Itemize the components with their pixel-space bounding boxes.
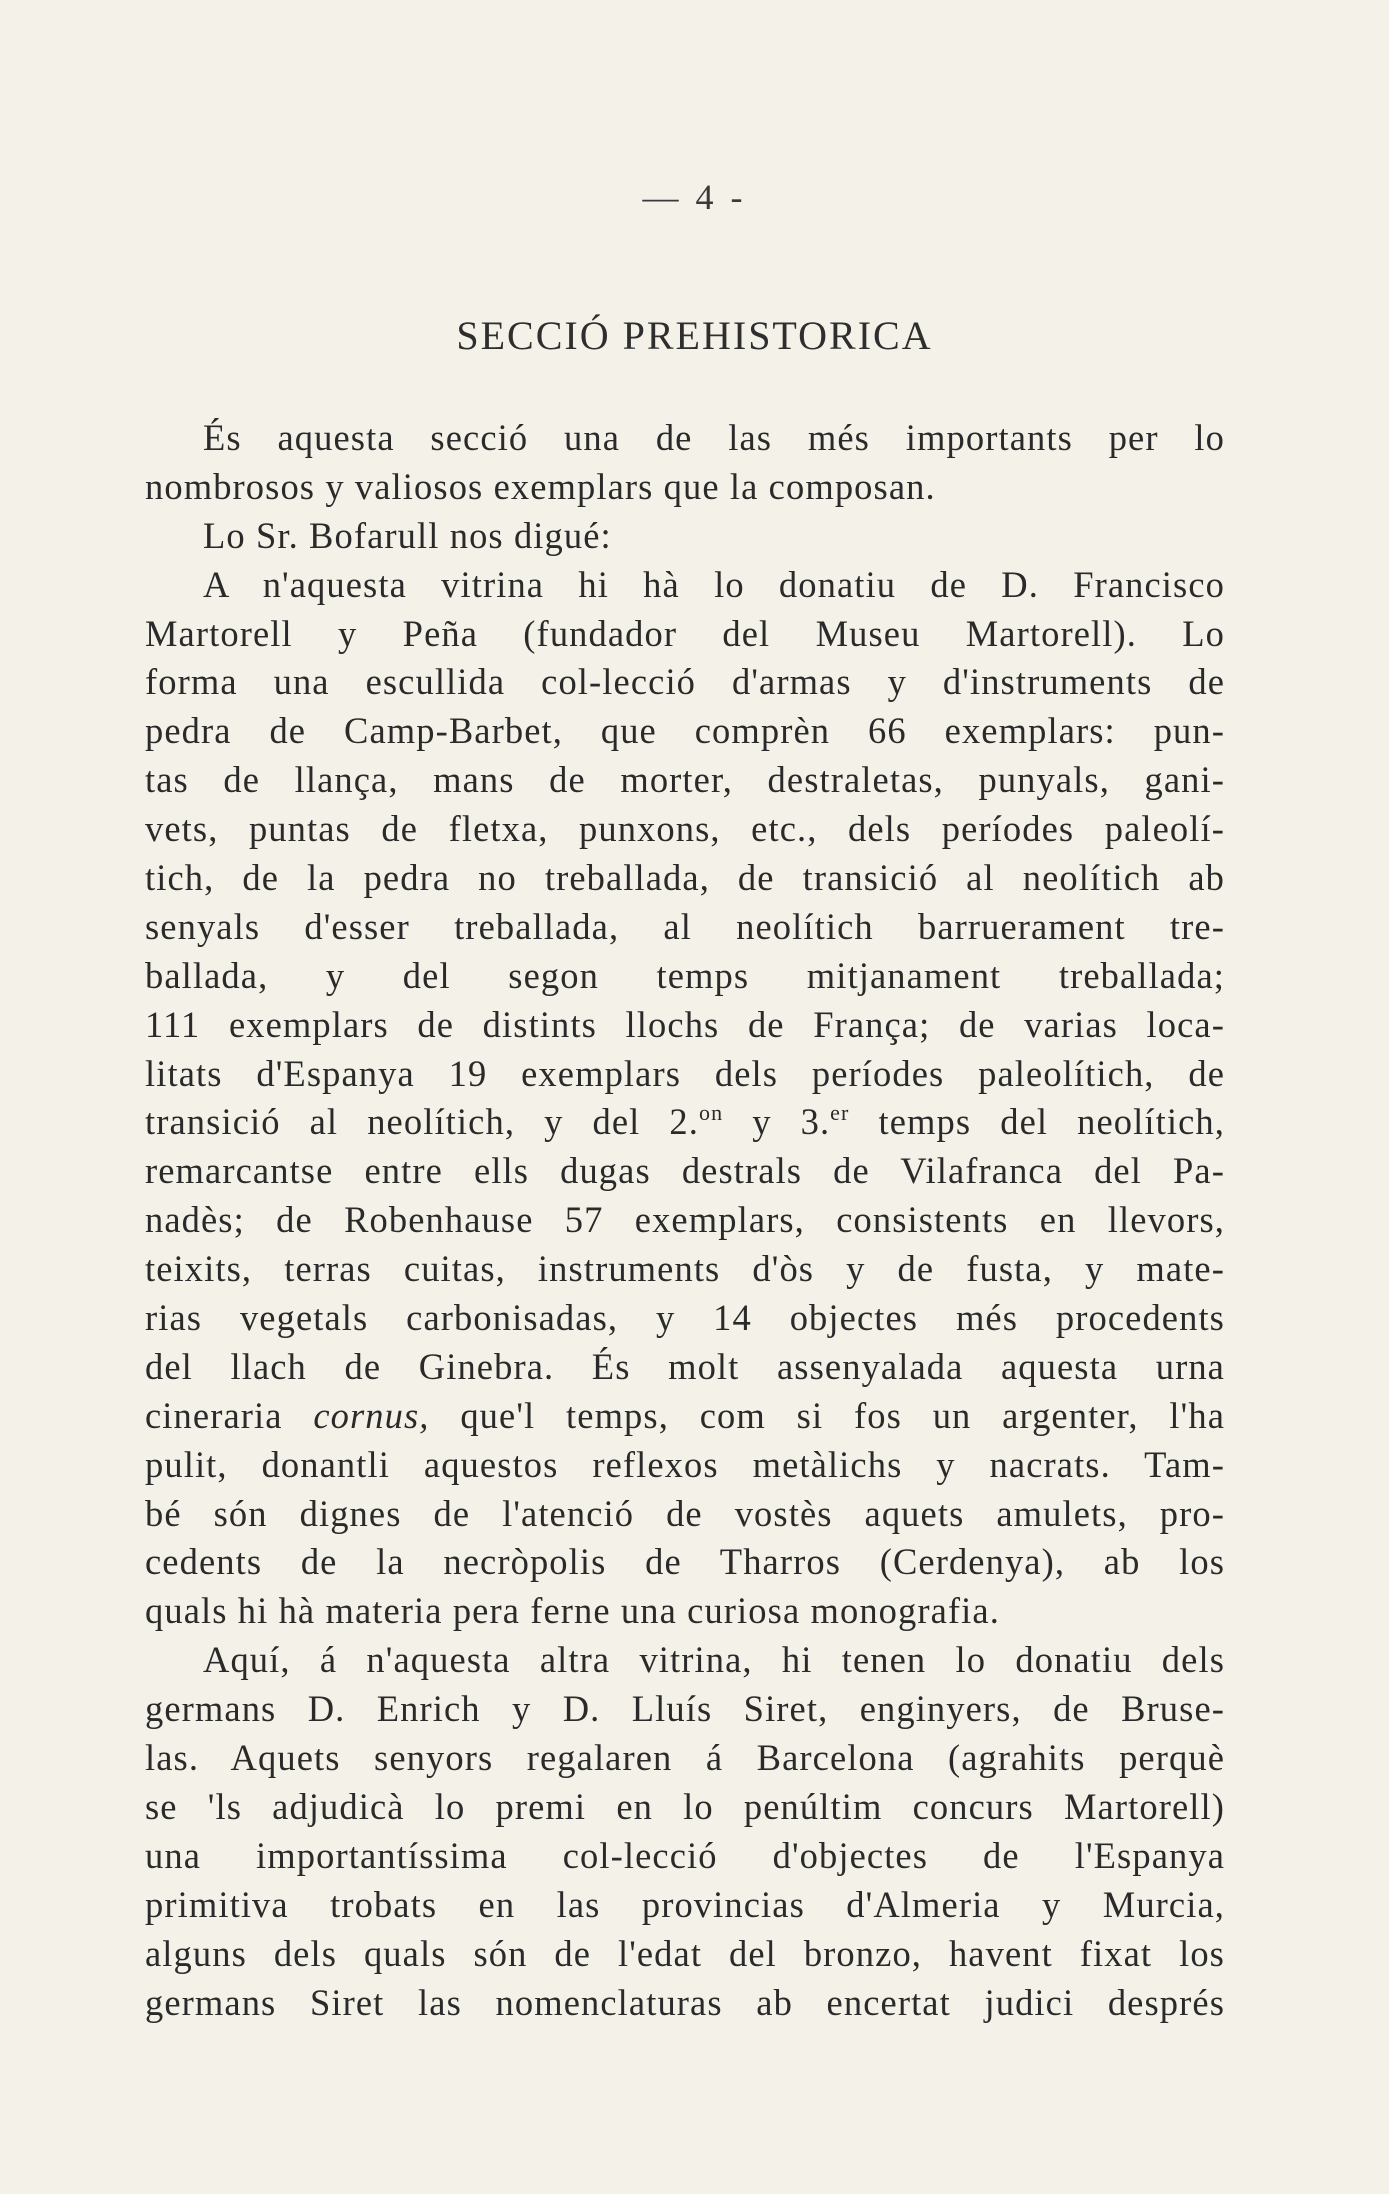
text-segment: transició al neolítich, y del 2. xyxy=(145,1101,699,1143)
text-line: primitiva trobats en las provincias d'Almeria y Murcia, xyxy=(145,1883,1225,1925)
text-line xyxy=(145,1098,1225,1147)
text-line: tas de llança, mans de morter, destraletas, punyals, gani- xyxy=(145,759,1225,801)
text-segment: y 3. xyxy=(723,1101,831,1143)
text-line: 111 exemplars de distints llochs de França; de varias loca- xyxy=(145,1003,1225,1045)
text-line: tich, de la pedra no treballada, de transició al neolítich ab xyxy=(145,857,1225,899)
text-line: germans D. Enrich y D. Lluís Siret, enginyers, de Bruse- xyxy=(145,1688,1225,1730)
text-segment: temps del neolítich, xyxy=(849,1101,1225,1143)
text-segment: que'l temps, com si fos un argenter, l'ha xyxy=(429,1394,1225,1436)
italic-word: cornus, xyxy=(313,1394,430,1436)
text-line: Aquí, á n'aquesta altra vitrina, hi tenen lo donatiu dels xyxy=(203,1639,1225,1681)
page-number: — 4 - xyxy=(642,177,747,217)
body-text xyxy=(145,414,1225,2027)
text-line: alguns dels quals són de l'edat del bronzo, havent fixat los xyxy=(145,1932,1225,1974)
text-line: Lo Sr. Bofarull nos digué: xyxy=(203,514,612,556)
text-line xyxy=(145,1392,1225,1441)
text-line: És aquesta secció una de las més importants per lo xyxy=(203,417,1225,458)
text-line: A n'aquesta vitrina hi hà lo donatiu de D. Francisco xyxy=(203,563,1225,605)
text-line: las. Aquets senyors regalaren á Barcelona (agrahits perquè xyxy=(145,1737,1225,1779)
text-line: una importantíssima col-lecció d'objectes de l'Espanya xyxy=(145,1834,1225,1876)
text-segment: cineraria xyxy=(145,1394,314,1436)
section-title: SECCIÓ PREHISTORICA xyxy=(456,313,933,358)
text-line: pulit, donantli aquestos reflexos metàlichs y nacrats. Tam- xyxy=(145,1443,1225,1485)
text-line: del llach de Ginebra. És molt assenyalada aquesta urna xyxy=(145,1345,1225,1387)
text-line: vets, puntas de fletxa, punxons, etc., dels períodes paleolí- xyxy=(145,808,1225,850)
text-line: bé són dignes de l'atenció de vostès aquets amulets, pro- xyxy=(145,1492,1225,1534)
text-line: Martorell y Peña (fundador del Museu Martorell). Lo xyxy=(145,612,1225,654)
ordinal-superscript: er xyxy=(830,1100,850,1126)
text-line: litats d'Espanya 19 exemplars dels períodes paleolítich, de xyxy=(145,1052,1225,1094)
text-line: quals hi hà materia pera ferne una curiosa monografia. xyxy=(145,1590,1000,1632)
text-line: germans Siret las nomenclaturas ab encertat judici després xyxy=(145,1981,1225,2023)
text-line: ballada, y del segon temps mitjanament treballada; xyxy=(145,954,1225,996)
text-line: forma una escullida col-lecció d'armas y d'instruments de xyxy=(145,661,1225,703)
ordinal-superscript: on xyxy=(698,1100,724,1126)
text-line: nombrosos y valiosos exemplars que la composan. xyxy=(145,465,936,507)
text-line: cedents de la necròpolis de Tharros (Cerdenya), ab los xyxy=(145,1541,1225,1583)
text-line: rias vegetals carbonisadas, y 14 objectes més procedents xyxy=(145,1297,1225,1339)
text-line: pedra de Camp-Barbet, que comprèn 66 exemplars: pun- xyxy=(145,710,1225,752)
text-line: nadès; de Robenhause 57 exemplars, consistents en llevors, xyxy=(145,1199,1225,1241)
text-line: remarcantse entre ells dugas destrals de Vilafranca del Pa- xyxy=(145,1150,1225,1192)
text-line: senyals d'esser treballada, al neolítich barruerament tre- xyxy=(145,905,1225,947)
text-line: se 'ls adjudicà lo premi en lo penúltim concurs Martorell) xyxy=(145,1785,1225,1827)
text-line: teixits, terras cuitas, instruments d'òs y de fusta, y mate- xyxy=(145,1248,1225,1290)
